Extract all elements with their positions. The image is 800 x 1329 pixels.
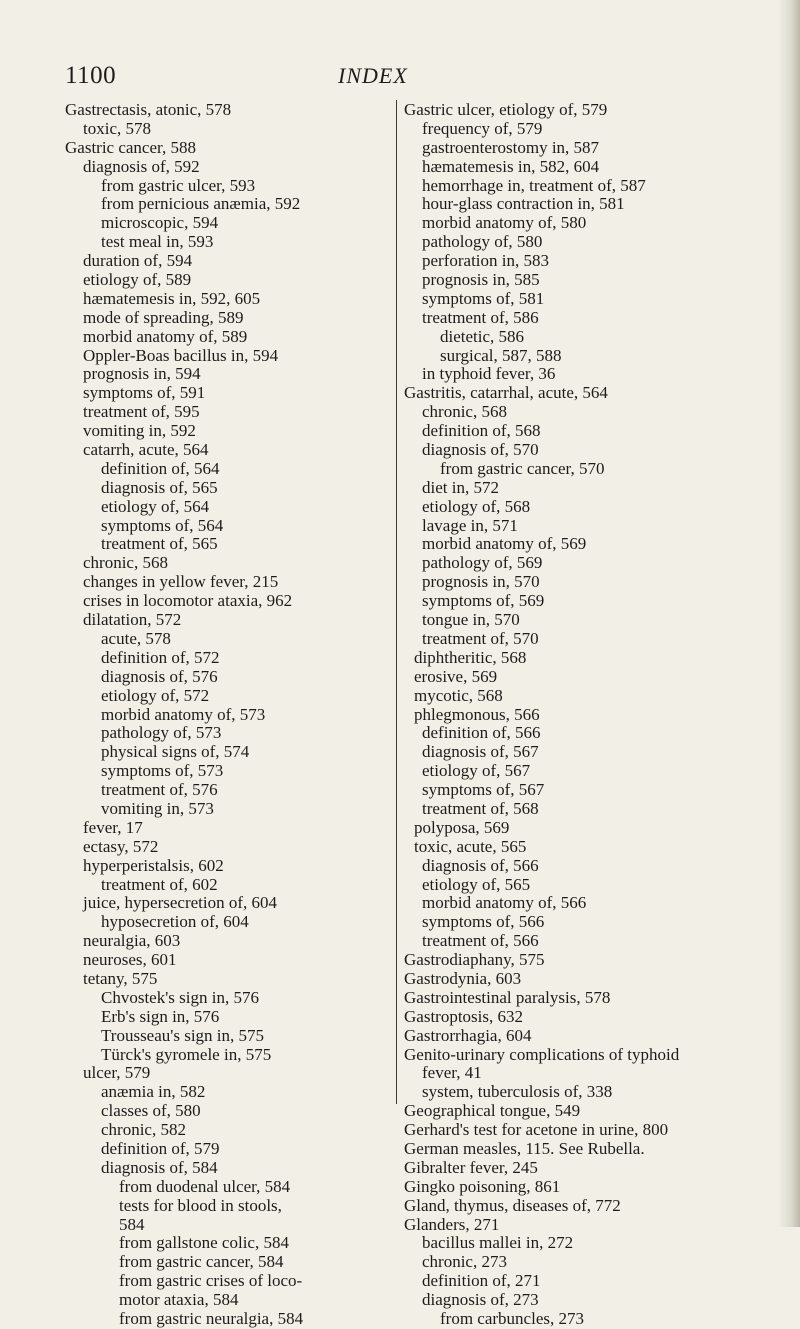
index-entry: diagnosis of, 273: [422, 1290, 539, 1310]
index-entry: diagnosis of, 592: [83, 156, 200, 176]
index-entry: toxic, acute, 565: [414, 836, 527, 856]
page-edge-shadow: [778, 0, 800, 1227]
index-entry: etiology of, 564: [101, 496, 210, 516]
index-entry: motor ataxia, 584: [119, 1290, 239, 1310]
index-entry: treatment of, 568: [422, 798, 539, 818]
running-head: INDEX: [338, 63, 408, 88]
index-entry: Chvostek's sign in, 576: [101, 987, 259, 1007]
index-entry: from gastric crises of loco-: [119, 1271, 303, 1291]
index-entry: treatment of, 565: [101, 534, 218, 554]
index-entry: symptoms of, 591: [83, 383, 206, 403]
index-entry: 584: [119, 1214, 145, 1234]
index-entry: Gastroptosis, 632: [404, 1006, 523, 1026]
index-entry: pathology of, 580: [422, 232, 543, 252]
index-entry: definition of, 566: [422, 723, 541, 743]
index-entry: symptoms of, 566: [422, 912, 545, 932]
index-entry: definition of, 564: [101, 458, 220, 478]
index-entry: morbid anatomy of, 573: [101, 704, 266, 724]
index-entry: treatment of, 570: [422, 628, 539, 648]
index-entry: from pernicious anæmia, 592: [101, 194, 301, 214]
index-entry: prognosis in, 585: [422, 270, 540, 290]
index-entry: gastroenterostomy in, 587: [422, 137, 600, 157]
index-entry: from duodenal ulcer, 584: [119, 1176, 291, 1196]
index-entry: from gastric cancer, 570: [440, 458, 605, 478]
index-entry: duration of, 594: [83, 251, 193, 271]
index-entry: tetany, 575: [83, 968, 158, 988]
index-entry: anæmia in, 582: [101, 1082, 206, 1102]
index-entry: polyposa, 569: [414, 817, 510, 837]
index-entry: Gingko poisoning, 861: [404, 1176, 561, 1196]
index-entry: definition of, 579: [101, 1138, 220, 1158]
index-entry: dilatation, 572: [83, 610, 182, 630]
index-entry: pathology of, 569: [422, 553, 543, 573]
index-entry: catarrh, acute, 564: [83, 440, 209, 460]
index-column-left: [65, 101, 395, 1329]
index-entry: Gastrectasis, atonic, 578: [65, 100, 232, 119]
index-entry: Gastrointestinal paralysis, 578: [404, 987, 611, 1007]
index-entry: chronic, 568: [422, 402, 507, 422]
index-entry: treatment of, 602: [101, 874, 218, 894]
index-entry: in typhoid fever, 36: [422, 364, 556, 384]
index-entry: etiology of, 572: [101, 685, 210, 705]
index-entry: vomiting in, 573: [101, 798, 214, 818]
index-entry: from gastric ulcer, 593: [101, 175, 256, 195]
index-entry: erosive, 569: [414, 666, 498, 686]
index-entry: hæmatemesis in, 582, 604: [422, 156, 600, 176]
index-entry: Gastric ulcer, etiology of, 579: [404, 100, 608, 119]
index-entry: fever, 41: [422, 1063, 482, 1083]
index-entry: chronic, 273: [422, 1252, 507, 1272]
index-entry: lavage in, 571: [422, 515, 518, 535]
index-entry: vomiting in, 592: [83, 421, 196, 441]
index-entry: mode of spreading, 589: [83, 307, 244, 327]
index-entry: definition of, 572: [101, 647, 220, 667]
index-entry: Gastrorrhagia, 604: [404, 1025, 532, 1045]
index-entry: Gastrodiaphany, 575: [404, 950, 545, 970]
index-entry: crises in locomotor ataxia, 962: [83, 591, 293, 611]
index-entry: bacillus mallei in, 272: [422, 1233, 574, 1253]
index-entry: diagnosis of, 567: [422, 742, 539, 762]
index-entry: Gland, thymus, diseases of, 772: [404, 1195, 621, 1215]
index-entry: Gastric cancer, 588: [65, 137, 197, 157]
index-entry: morbid anatomy of, 566: [422, 893, 587, 913]
index-entry: neuralgia, 603: [83, 931, 181, 951]
index-entry: from gallstone colic, 584: [119, 1233, 289, 1253]
index-entry: treatment of, 595: [83, 402, 200, 422]
index-entry: classes of, 580: [101, 1101, 201, 1121]
index-entry: juice, hypersecretion of, 604: [83, 893, 278, 913]
index-entry: etiology of, 567: [422, 761, 531, 781]
index-entry: diagnosis of, 566: [422, 855, 539, 875]
index-entry: from gastric neuralgia, 584: [119, 1309, 304, 1328]
index-entry: fever, 17: [83, 817, 143, 837]
index-entry: symptoms of, 581: [422, 288, 545, 308]
index-entry: Erb's sign in, 576: [101, 1006, 220, 1026]
index-entry: neuroses, 601: [83, 950, 177, 970]
index-entry: diet in, 572: [422, 477, 499, 497]
index-entry: diagnosis of, 584: [101, 1157, 218, 1177]
index-entry: system, tuberculosis of, 338: [422, 1082, 613, 1102]
index-entry: Türck's gyromele in, 575: [101, 1044, 272, 1064]
index-entry: hæmatemesis in, 592, 605: [83, 288, 261, 308]
index-entry: frequency of, 579: [422, 118, 543, 138]
index-entry: hour-glass contraction in, 581: [422, 194, 625, 214]
index-entry: Genito-urinary complications of typhoid: [404, 1044, 680, 1064]
index-entry: chronic, 582: [101, 1120, 186, 1140]
index-entry: symptoms of, 573: [101, 761, 224, 781]
index-entry: diagnosis of, 576: [101, 666, 218, 686]
index-entry: surgical, 587, 588: [440, 345, 562, 365]
index-entry: definition of, 568: [422, 421, 541, 441]
index-entry: from carbuncles, 273: [440, 1309, 584, 1328]
index-entry: etiology of, 589: [83, 270, 192, 290]
index-entry: Gastrodynia, 603: [404, 968, 522, 988]
index-entry: symptoms of, 569: [422, 591, 545, 611]
index-entry: hyperperistalsis, 602: [83, 855, 224, 875]
index-entry: definition of, 271: [422, 1271, 541, 1291]
index-entry: treatment of, 566: [422, 931, 539, 951]
index-entry: Gerhard's test for acetone in urine, 800: [404, 1120, 669, 1140]
index-entry: morbid anatomy of, 580: [422, 213, 587, 233]
index-entry: pathology of, 573: [101, 723, 222, 743]
index-entry: physical signs of, 574: [101, 742, 250, 762]
index-entry: acute, 578: [101, 628, 171, 648]
index-entry: microscopic, 594: [101, 213, 219, 233]
index-entry: Gibralter fever, 245: [404, 1157, 538, 1177]
page-number: 1100: [65, 62, 117, 89]
index-entry: diphtheritic, 568: [414, 647, 527, 667]
index-entry: Glanders, 271: [404, 1214, 500, 1234]
index-entry: symptoms of, 564: [101, 515, 224, 535]
index-entry: Geographical tongue, 549: [404, 1101, 581, 1121]
index-entry: tongue in, 570: [422, 610, 520, 630]
index-entry: etiology of, 565: [422, 874, 531, 894]
index-entry: diagnosis of, 565: [101, 477, 218, 497]
index-entry: from gastric cancer, 584: [119, 1252, 284, 1272]
index-entry: morbid anatomy of, 589: [83, 326, 248, 346]
index-entry: prognosis in, 594: [83, 364, 201, 384]
index-entry: diagnosis of, 570: [422, 440, 539, 460]
index-entry: perforation in, 583: [422, 251, 549, 271]
index-entry: etiology of, 568: [422, 496, 531, 516]
index-entry: changes in yellow fever, 215: [83, 572, 279, 592]
index-entry: tests for blood in stools,: [119, 1195, 282, 1215]
index-entry: morbid anatomy of, 569: [422, 534, 587, 554]
index-entry: ulcer, 579: [83, 1063, 151, 1083]
index-entry: prognosis in, 570: [422, 572, 540, 592]
index-entry: phlegmonous, 566: [414, 704, 540, 724]
index-entry: hemorrhage in, treatment of, 587: [422, 175, 646, 195]
index-entry: Trousseau's sign in, 575: [101, 1025, 265, 1045]
index-entry: ectasy, 572: [83, 836, 159, 856]
index-entry: treatment of, 576: [101, 780, 218, 800]
column-divider: [396, 100, 397, 1104]
index-entry: dietetic, 586: [440, 326, 525, 346]
index-entry: chronic, 568: [83, 553, 168, 573]
index-entry: test meal in, 593: [101, 232, 214, 252]
index-entry: mycotic, 568: [414, 685, 503, 705]
index-entry: Oppler-Boas bacillus in, 594: [83, 345, 279, 365]
index-entry: toxic, 578: [83, 118, 151, 138]
index-entry: treatment of, 586: [422, 307, 539, 327]
index-entry: symptoms of, 567: [422, 780, 545, 800]
index-entry: German measles, 115. See Rubella.: [404, 1138, 645, 1158]
index-entry: hyposecretion of, 604: [101, 912, 249, 932]
index-entry: Gastritis, catarrhal, acute, 564: [404, 383, 608, 403]
index-column-right: [404, 101, 734, 1329]
